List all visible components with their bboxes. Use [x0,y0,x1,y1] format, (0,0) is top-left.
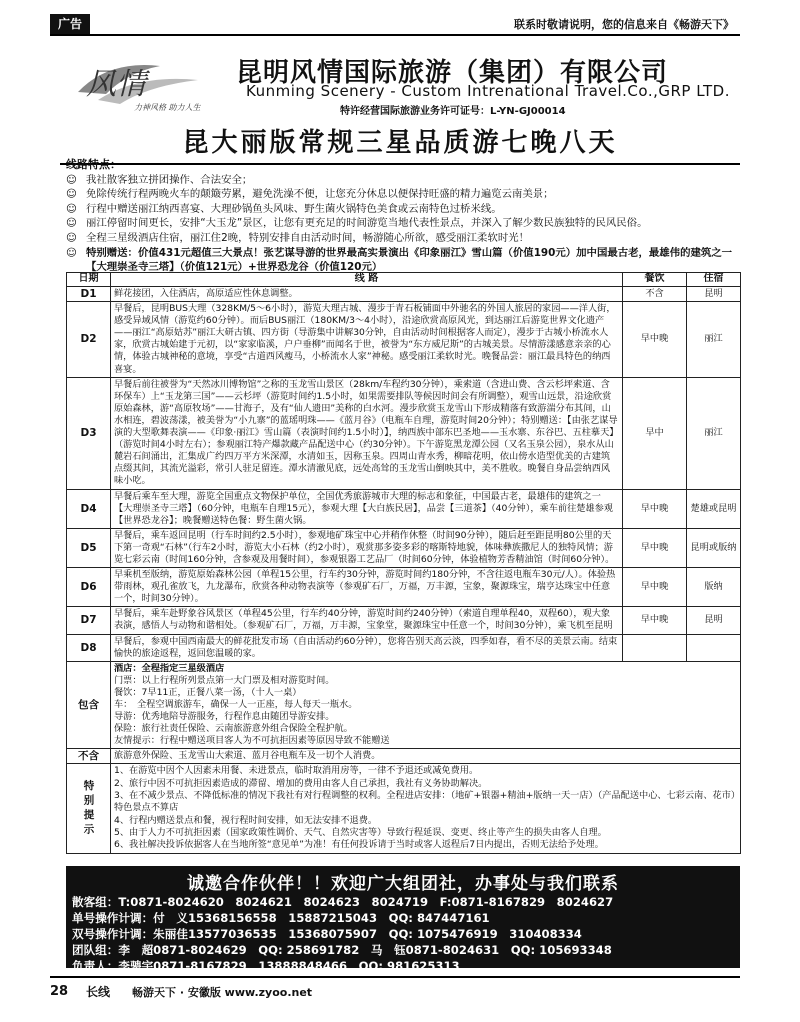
contact-line: 散客组：T:0871-8024620 8024621 8024623 8024719 F:0871-8167829 8024627 [72,895,614,909]
col-route: 线 路 [111,273,623,287]
ad-tag: 广告 [50,14,90,34]
company-name-en: Kunming Scenery - Custom Intrenational Travel.Co.,GRP LTD. [246,82,730,100]
special-notes-row: 特别提示 1、在游览中因个人因素未用餐、未进景点，临时取消用房等，一律不予退还或减免费用。 2、旅行中因不可抗拒因素造成的滞留、增加的费用由客人自己承担，我社有义务协助解决。 3、在不减少景点、不降低标准的情况下我社有对行程调整的权利。全程进店安排：（地矿+银器+精油+版纳一天一店）（产品配送中心、七彩云南、花市）特色景点不算店 4、行程内赠送景点和餐，视行程时间安排，如无法安排不退费。 5、由于人力不可抗拒因素（国家政策性调价、天气、自然灾害等）导致行程延误、变更、终止等产生的损失由客人自理。 6、我社解决投诉依据客人在当地所签“意见单”为准！有任何投诉请于当时或客人返程后7日内提出，否则无法给予处理。 [67,764,741,853]
company-header [60,50,740,118]
table-row: D7 早餐后，乘车赴野象谷风景区（单程45公里，行车约40分钟，游览时间约240分钟）（索道自理单程40，双程60），观大象表演，感悟人与动物和谐相处。（参观矿石厂，万福，万丰源，宝象堂，聚源珠宝中任意一个，时间30分钟），乘飞机至昆明 早中晚 昆明 [67,607,741,634]
feature-item: ☺ 行程中赠送丽江纳西喜宴、大理砂锅鱼头风味、野生菌火锅特色美食或云南特色过桥米线。 [66,202,502,215]
tour-title: 昆大丽版常规三星品质游七晚八天 [60,122,740,165]
col-meal: 餐饮 [623,273,687,287]
table-row: D8 早餐后，参观中国西南最大的鲜花批发市场（自由活动约60分钟），您将告别天高云淡，四季如春，看不尽的美景云南。结束愉快的旅途返程，返回您温暖的家。 [67,634,741,661]
svg-text:风情: 风情 [86,67,146,102]
table-row: D3 早餐后前往被誉为“天然冰川博物馆”之称的玉龙雪山景区（28km/车程约30分钟），乘索道（含进山费、含云杉坪索道、含环保车）上“玉龙第三国”——云杉坪（游览时间约1.5小时，如果需要排队等候因时间会有所调整），观雪山远景，沿途欣赏原始森林，游“高原牧场”——甘海子，及有“仙人遗田”美称的白水河。漫步欣赏玉龙雪山下形成精落有致游湍分布其间，山水相连，碧波荡漾，被美誉为“小九寨”的蓝瑶明珠——《蓝月谷》（电瓶车自理，游览时间20分钟）；特别赠送：【由张艺谋导演的大型歌舞表演——《印象·丽江》雪山篇（表演时间约1.5小时）】，纳西族中部东巴圣地——玉水寨、东谷巴、五柱摹天】（游览时间4小时左右）；参观丽江特产爆款藏产品配送中心（约30分钟）。下午游览黑龙潭公园（又名玉泉公园），泉水从山麓岩石间涌出，汇集成广约四万平方米深潭，水清如玉，因称玉泉。四周山青水秀，柳暗花明，依山傍水造型优美的古建筑点缀其间，其流光溢彩，常引人驻足留连。潭水清澈见底，远处高耸的玉龙雪山倒映其中，美不胜收。晚餐自身品尝纳西风味小吃。 早中 丽江 [67,377,741,489]
feature-item: ☺ 丽江停留时间更长，安排“大玉龙”景区，让您有更充足的时间游览当地代表性景点，并深入了解少数民族独特的民风民俗。 [66,217,648,230]
col-date: 日期 [67,273,111,287]
feature-item: ☺ 免除传统行程两晚火车的颠簸劳累，避免洗澡不便，让您充分休息以便保持旺盛的精力遍览云南美景； [66,188,554,201]
feature-item: ☺ 特别赠送：价值431元超值三大景点！张艺谋导游的世界最高实景演出《印象丽江》雪山篇（价值190元）加中国最古老，最雄伟的建筑之一【大理崇圣寺三塔】（价值121元）+世界恐龙谷（价值120元） [66,246,733,274]
company-name-cn: 昆明风情国际旅游（集团）有限公司 [236,58,669,88]
top-bar [50,14,740,36]
table-row: D4 早餐后乘车至大理，游览全国重点文物保护单位，全国优秀旅游城市大理的标志和象征，中国最古老，最雄伟的建筑之一【大理崇圣寺三塔】（60分钟，电瓶车自理15元），参观大理【大白族民居】，品尝【三道茶】（40分钟），乘车前往楚雄参观【世界恐龙谷】；晚餐赠送特色餐：野生菌火锅。 早中晚 楚雄或昆明 [67,489,741,528]
smiley-icon: ☺ [66,202,77,215]
svg-text:力神风格 助力人生: 力神风格 助力人生 [134,103,201,112]
table-row: D5 早餐后，乘车返回昆明（行车时间约2.5小时），参观地矿珠宝中心并稍作休整（时间90分钟），随后赶至距昆明80公里的天下第一奇观“石林”（行车2小时，游览大小石林（约2小时），观赏那多姿多彩的喀斯特地貌，体味彝族撒尼人的独特风情；游览七彩云南（时间160分钟，含参观及用餐时间），参观银器工艺品厂（时间60分钟，体验植物芳香精油馆（时间60分钟）。 早中晚 昆明或版纳 [67,528,741,567]
exclude-row: 不含 旅游意外保险、玉龙雪山大索道、蓝月谷电瓶车及一切个人消费。 [67,749,741,764]
itinerary-table [66,272,741,854]
partner-slogan: 诚邀合作伙伴！！欢迎广大组团社，办事处与我们联系 [187,874,619,894]
contact-line: 负责人：李骋宇0871-8167829 13888848466 QQ: 981625313 [72,959,460,973]
feature-item: ☺ 我社散客独立拼团操作、合法安全； [66,173,253,186]
page-footer [50,976,740,1004]
source-notice: 联系时敬请说明，您的信息来自《畅游天下》 [514,18,734,31]
magazine-site: 畅游天下 · 安徽版 www.zyoo.net [132,986,313,999]
col-stay: 住宿 [687,273,741,287]
section-logo: 长线 [86,985,111,999]
route-features [66,158,742,275]
smiley-icon: ☺ [66,217,77,230]
smiley-icon: ☺ [66,173,77,186]
table-row: D6 早乘机至版纳，游览原始森林公园（单程15公里，行车约30分钟，游览时间约180分钟，不含往返电瓶车30元/人）。体验热带雨林，观孔雀放飞，九龙瀑布，欣赏各种动物表演等（参观矿石厂，万福，万丰源，宝象，聚源珠宝，瑞亨达珠宝中任意一个，时间30分钟）。 早中晚 版纳 [67,568,741,607]
smiley-icon: ☺ [66,188,77,201]
contact-line: 团队组：李 超0871-8024629 QQ: 258691782 马 钰0871-8024631 QQ: 105693348 [72,943,612,957]
company-logo [68,54,218,114]
features-title: 线路特点： [66,158,121,171]
table-row: D1 鲜花接团，入住酒店，高原适应性休息调整。 不含 昆明 [67,287,741,302]
license-number: 特许经营国际旅游业务许可证号：L-YN-GJ00014 [340,106,566,117]
feature-item: ☺ 全程三星级酒店住宿，丽江住2晚，特别安排自由活动时间，畅游随心所欲，感受丽江柔软时光！ [66,231,530,244]
table-header-row [67,273,741,287]
contact-line: 单号操作计调：付 义15368156558 15887215043 QQ: 847447161 [72,911,490,925]
smiley-icon: ☺ [66,246,77,259]
smiley-icon: ☺ [66,231,77,244]
contact-line: 双号操作计调：朱丽佳13577036535 15368075907 QQ: 1075476919 310408334 [72,927,582,941]
include-row: 包含 酒店：全程指定三星级酒店 门票：以上行程所列景点第一大门票及相对游览时间。 餐饮：7早11正，正餐八菜一汤，（十人一桌） 车： 全程空调旅游车，确保一人一正座，每人每天一瓶水。 导游：优秀地陪导游服务，行程作息由随团导游安排。 保险：旅行社责任保险、云南旅游意外组合保险全程护航。 友情提示：行程中赠送项目客人为不可抗拒因素等原因导致不能赠送 [67,661,741,749]
table-row: D2 早餐后，昆明BUS大理（328KM/5～6小时），游览大理古城、漫步于青石板铺面中外驰名的外国人旅居的家园——洋人街，感受异域风情（游览约60分钟）。而后BUS丽江（180KM/3～4小时），沿途欣赏高原风光，到达丽江后游览世界文化遗产——丽江“高原姑苏”丽江大研古镇、四方街（导游集中讲解30分钟，自由活动时间根据客人而定），漫步于古城小桥流水人家，欣赏古城始建于元初，以“家家临溪，户户垂柳”而闻名于世，被誉为“东方威尼斯”的古城美景。尽情游漾感意亲亲的心情，体验古城神秘的意境，享受“古道西风瘦马，小桥流水人家”神秘。感受丽江柔软时光。晚餐品尝：丽江最具特色的纳西喜宴。 早中晚 丽江 [67,302,741,378]
contact-block [66,866,740,973]
page-number: 28 [50,984,69,999]
